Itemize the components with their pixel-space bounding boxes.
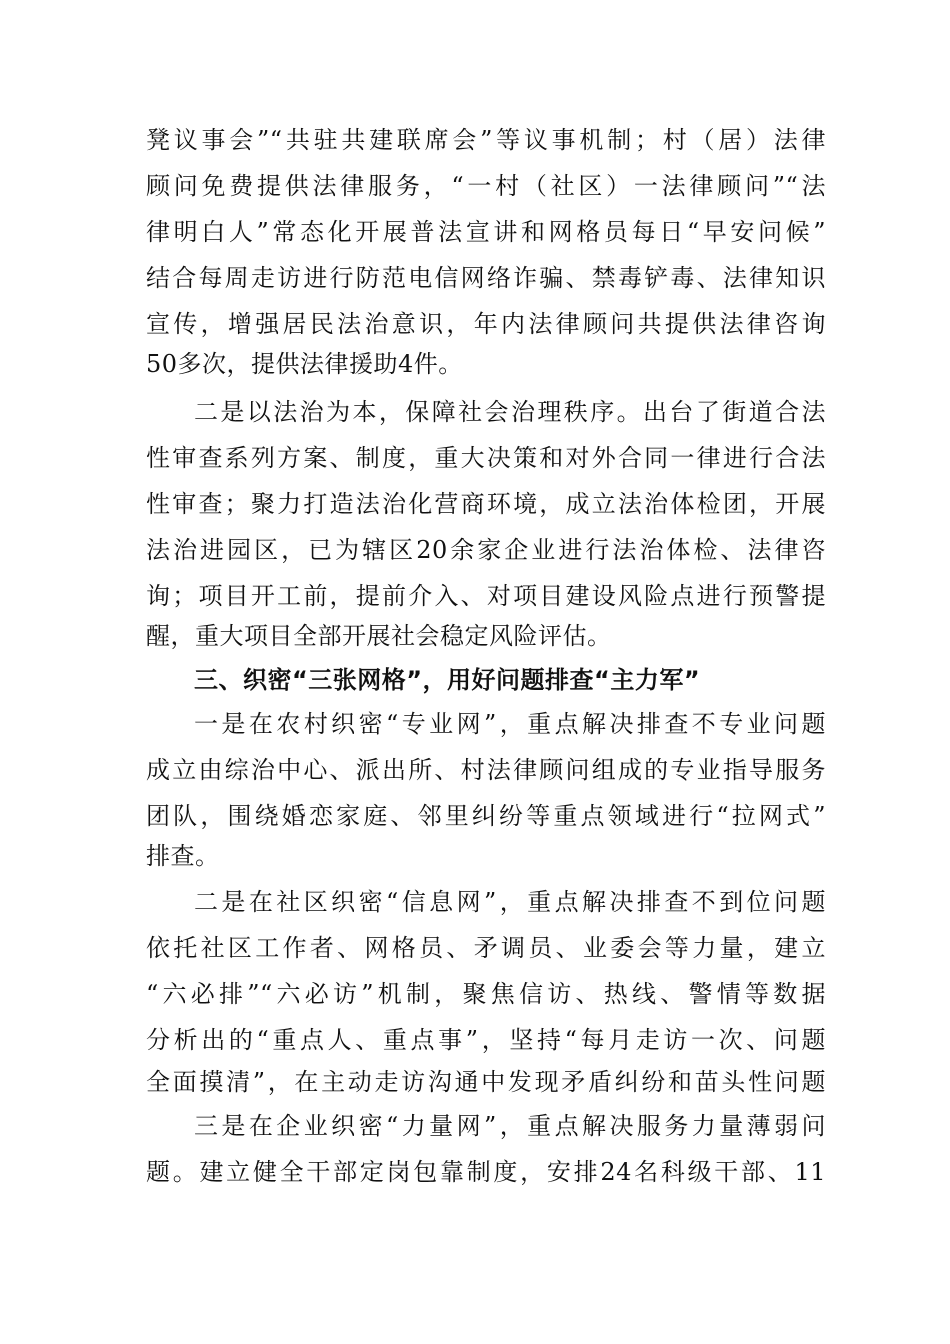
paragraph-line: 法治进园区，已为辖区20余家企业进行法治体检、法律咨 [146, 536, 826, 564]
section-heading: 三、织密“三张网格”，用好问题排查“主力军” [194, 666, 701, 694]
paragraph-line: 一是在农村织密“专业网”，重点解决排查不专业问题 [194, 710, 826, 738]
paragraph-line: 律明白人”常态化开展普法宣讲和网格员每日“早安问候” [146, 218, 826, 246]
paragraph-line: 依托社区工作者、网格员、矛调员、业委会等力量，建立 [146, 934, 826, 962]
paragraph-line: 凳议事会”“共驻共建联席会”等议事机制；村（居）法律 [146, 126, 826, 154]
paragraph-line: 二是以法治为本，保障社会治理秩序。出台了街道合法 [194, 398, 826, 426]
paragraph-line: 分析出的“重点人、重点事”，坚持“每月走访一次、问题 [146, 1026, 826, 1054]
paragraph-line: 性审查；聚力打造法治化营商环境，成立法治体检团，开展 [146, 490, 826, 518]
paragraph-line: 三是在企业织密“力量网”，重点解决服务力量薄弱问 [194, 1112, 826, 1140]
paragraph-line: 50多次，提供法律援助4件。 [146, 350, 463, 378]
paragraph-line: 性审查系列方案、制度，重大决策和对外合同一律进行合法 [146, 444, 826, 472]
paragraph-line: 询；项目开工前，提前介入、对项目建设风险点进行预警提 [146, 582, 826, 610]
paragraph-line: “六必排”“六必访”机制，聚焦信访、热线、警情等数据 [146, 980, 826, 1008]
paragraph-line: 二是在社区织密“信息网”，重点解决排查不到位问题 [194, 888, 826, 916]
paragraph-line: 全面摸清”，在主动走访沟通中发现矛盾纠纷和苗头性问题 [146, 1068, 826, 1096]
paragraph-line: 结合每周走访进行防范电信网络诈骗、禁毒铲毒、法律知识 [146, 264, 826, 292]
paragraph-line: 宣传，增强居民法治意识，年内法律顾问共提供法律咨询 [146, 310, 826, 338]
paragraph-line: 排查。 [146, 842, 220, 870]
paragraph-line: 顾问免费提供法律服务，“一村（社区）一法律顾问”“法 [146, 172, 826, 200]
paragraph-line: 醒，重大项目全部开展社会稳定风险评估。 [146, 622, 612, 650]
paragraph-line: 成立由综治中心、派出所、村法律顾问组成的专业指导服务 [146, 756, 826, 784]
paragraph-line: 题。建立健全干部定岗包靠制度，安排24名科级干部、11 [146, 1158, 826, 1186]
paragraph-line: 团队，围绕婚恋家庭、邻里纠纷等重点领域进行“拉网式” [146, 802, 826, 830]
